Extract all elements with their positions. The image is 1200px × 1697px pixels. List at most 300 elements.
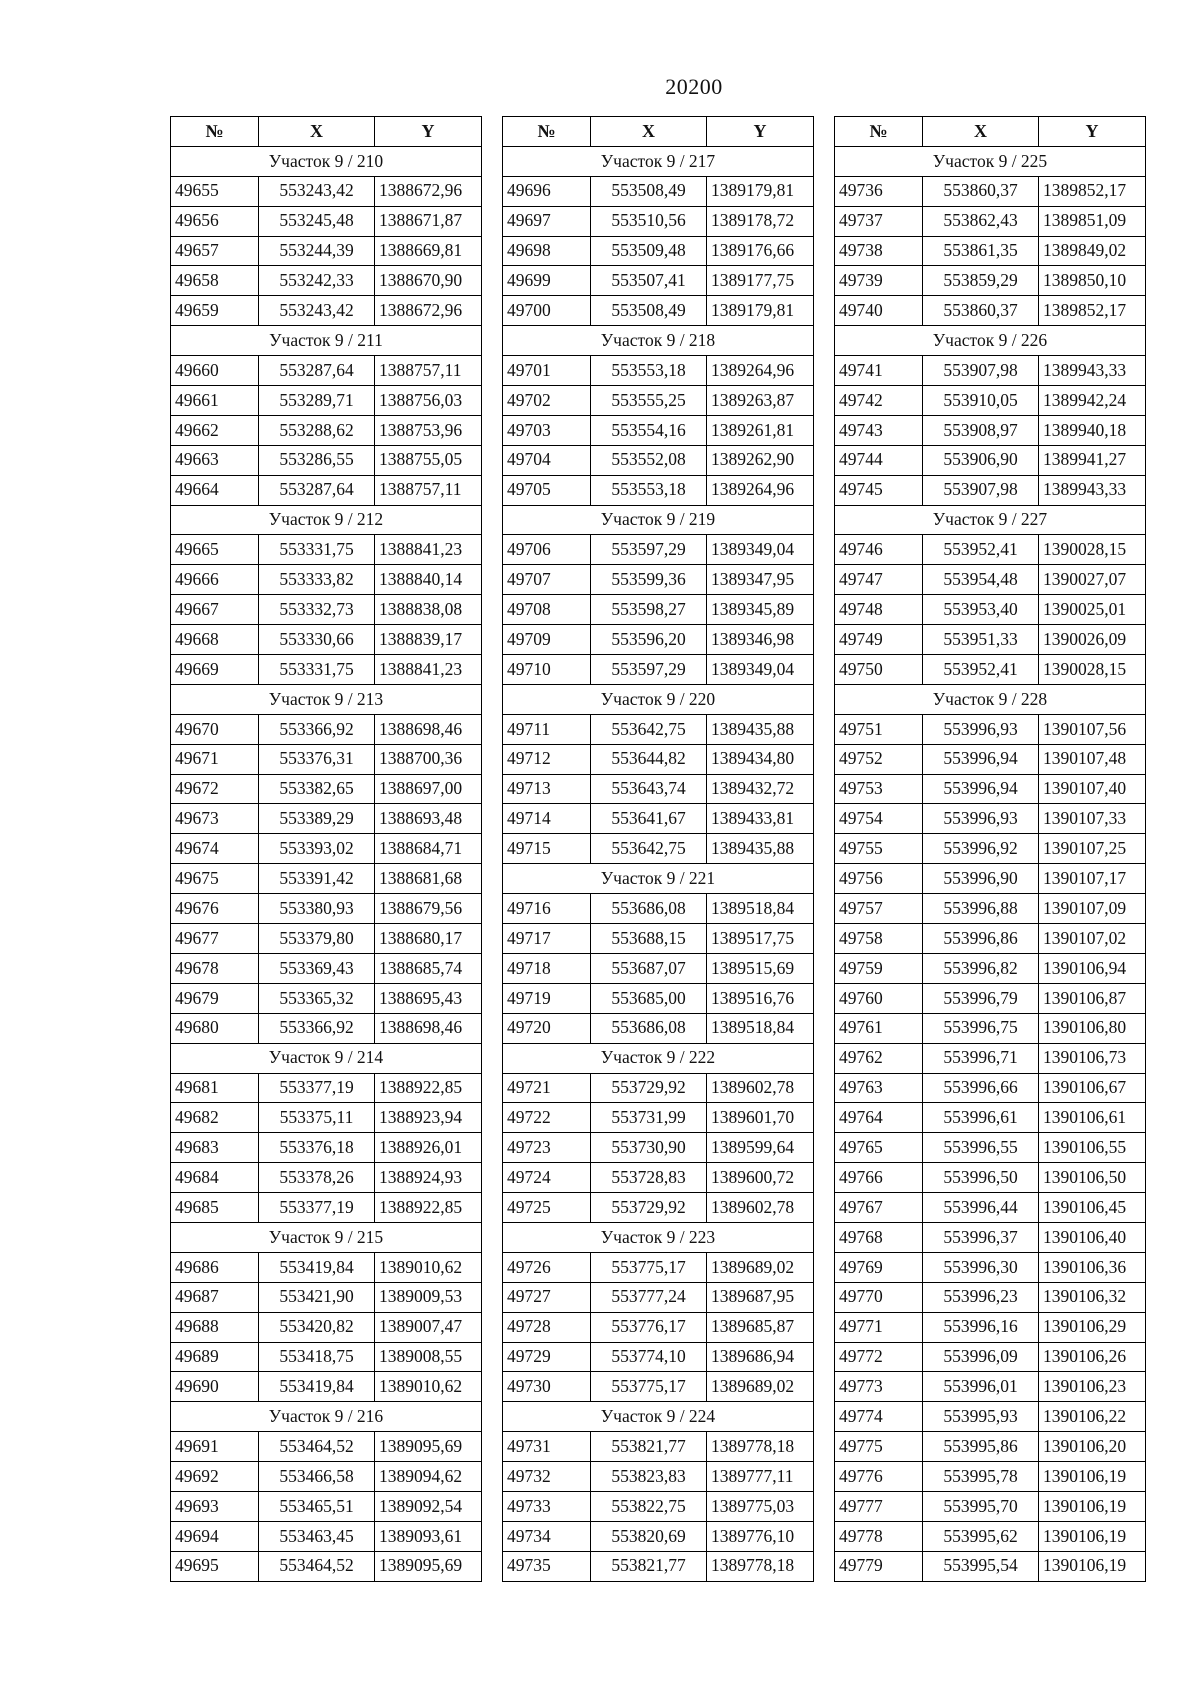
x-coordinate: 553552,08	[591, 445, 707, 475]
section-title: Участок 9 / 226	[835, 326, 1146, 356]
y-coordinate: 1389435,88	[707, 714, 814, 744]
point-number: 49664	[171, 475, 259, 505]
table-row	[503, 1103, 814, 1133]
y-coordinate: 1390106,67	[1039, 1073, 1146, 1103]
section-row	[835, 684, 1146, 714]
point-number: 49764	[835, 1103, 923, 1133]
y-coordinate: 1388840,14	[375, 565, 482, 595]
table-row	[835, 1462, 1146, 1492]
table-row	[503, 1193, 814, 1223]
table-row	[171, 924, 482, 954]
table-row	[503, 894, 814, 924]
point-number: 49760	[835, 983, 923, 1013]
point-number: 49673	[171, 804, 259, 834]
point-number: 49776	[835, 1462, 923, 1492]
y-coordinate: 1389685,87	[707, 1312, 814, 1342]
point-number: 49674	[171, 834, 259, 864]
section-title: Участок 9 / 211	[171, 326, 482, 356]
section-row	[503, 684, 814, 714]
y-coordinate: 1390028,15	[1039, 655, 1146, 685]
table-row	[835, 744, 1146, 774]
x-coordinate: 553509,48	[591, 236, 707, 266]
point-number: 49749	[835, 625, 923, 655]
point-number: 49666	[171, 565, 259, 595]
x-coordinate: 553393,02	[259, 834, 375, 864]
x-coordinate: 553378,26	[259, 1163, 375, 1193]
section-title: Участок 9 / 216	[171, 1402, 482, 1432]
table-row	[835, 236, 1146, 266]
y-coordinate: 1390106,22	[1039, 1402, 1146, 1432]
table-row	[503, 386, 814, 416]
x-coordinate: 553466,58	[259, 1462, 375, 1492]
x-coordinate: 553289,71	[259, 386, 375, 416]
y-coordinate: 1389095,69	[375, 1432, 482, 1462]
section-row	[835, 146, 1146, 176]
x-coordinate: 553775,17	[591, 1372, 707, 1402]
point-number: 49737	[835, 206, 923, 236]
header-number: №	[503, 117, 591, 147]
x-coordinate: 553996,23	[923, 1282, 1039, 1312]
point-number: 49684	[171, 1163, 259, 1193]
y-coordinate: 1390106,26	[1039, 1342, 1146, 1372]
x-coordinate: 553243,42	[259, 296, 375, 326]
x-coordinate: 553366,92	[259, 1013, 375, 1043]
point-number: 49746	[835, 535, 923, 565]
x-coordinate: 553953,40	[923, 595, 1039, 625]
section-row	[171, 1402, 482, 1432]
point-number: 49688	[171, 1312, 259, 1342]
point-number: 49675	[171, 864, 259, 894]
x-coordinate: 553644,82	[591, 744, 707, 774]
table-row	[171, 475, 482, 505]
table-row	[835, 834, 1146, 864]
section-title: Участок 9 / 222	[503, 1043, 814, 1073]
y-coordinate: 1389689,02	[707, 1372, 814, 1402]
table-row	[503, 535, 814, 565]
y-coordinate: 1389942,24	[1039, 386, 1146, 416]
x-coordinate: 553996,16	[923, 1312, 1039, 1342]
point-number: 49683	[171, 1133, 259, 1163]
x-coordinate: 553510,56	[591, 206, 707, 236]
y-coordinate: 1390106,61	[1039, 1103, 1146, 1133]
table-row	[171, 1252, 482, 1282]
table-body	[171, 146, 482, 1581]
x-coordinate: 553996,93	[923, 804, 1039, 834]
y-coordinate: 1388838,08	[375, 595, 482, 625]
table-body	[835, 146, 1146, 1581]
y-coordinate: 1388924,93	[375, 1163, 482, 1193]
y-coordinate: 1388685,74	[375, 953, 482, 983]
point-number: 49657	[171, 236, 259, 266]
point-number: 49669	[171, 655, 259, 685]
x-coordinate: 553995,78	[923, 1462, 1039, 1492]
table-row	[835, 1432, 1146, 1462]
y-coordinate: 1389518,84	[707, 1013, 814, 1043]
y-coordinate: 1388757,11	[375, 475, 482, 505]
point-number: 49713	[503, 774, 591, 804]
y-coordinate: 1389852,17	[1039, 296, 1146, 326]
x-coordinate: 553365,32	[259, 983, 375, 1013]
x-coordinate: 553774,10	[591, 1342, 707, 1372]
table-row	[503, 445, 814, 475]
table-row	[171, 655, 482, 685]
x-coordinate: 553823,83	[591, 1462, 707, 1492]
table-row	[503, 565, 814, 595]
table-row	[171, 1372, 482, 1402]
table-row	[171, 206, 482, 236]
point-number: 49718	[503, 953, 591, 983]
x-coordinate: 553391,42	[259, 864, 375, 894]
x-coordinate: 553996,30	[923, 1252, 1039, 1282]
y-coordinate: 1390106,29	[1039, 1312, 1146, 1342]
y-coordinate: 1389515,69	[707, 953, 814, 983]
table-row	[171, 1342, 482, 1372]
point-number: 49687	[171, 1282, 259, 1312]
table-row	[835, 1163, 1146, 1193]
y-coordinate: 1388839,17	[375, 625, 482, 655]
y-coordinate: 1388681,68	[375, 864, 482, 894]
table-row	[171, 894, 482, 924]
x-coordinate: 553376,18	[259, 1133, 375, 1163]
x-coordinate: 553996,82	[923, 953, 1039, 983]
x-coordinate: 553377,19	[259, 1193, 375, 1223]
table-row	[835, 415, 1146, 445]
header-y: Y	[375, 117, 482, 147]
table-row	[835, 445, 1146, 475]
x-coordinate: 553418,75	[259, 1342, 375, 1372]
section-row	[503, 1402, 814, 1432]
x-coordinate: 553995,70	[923, 1491, 1039, 1521]
table-row	[171, 535, 482, 565]
table-row	[835, 535, 1146, 565]
section-title: Участок 9 / 210	[171, 146, 482, 176]
table-row	[171, 744, 482, 774]
x-coordinate: 553907,98	[923, 356, 1039, 386]
x-coordinate: 553951,33	[923, 625, 1039, 655]
x-coordinate: 553375,11	[259, 1103, 375, 1133]
y-coordinate: 1389176,66	[707, 236, 814, 266]
x-coordinate: 553419,84	[259, 1372, 375, 1402]
point-number: 49770	[835, 1282, 923, 1312]
point-number: 49761	[835, 1013, 923, 1043]
header-number: №	[835, 117, 923, 147]
x-coordinate: 553508,49	[591, 296, 707, 326]
y-coordinate: 1390106,50	[1039, 1163, 1146, 1193]
y-coordinate: 1388756,03	[375, 386, 482, 416]
table-row	[835, 1222, 1146, 1252]
y-coordinate: 1389602,78	[707, 1073, 814, 1103]
table-row	[503, 1312, 814, 1342]
y-coordinate: 1389776,10	[707, 1521, 814, 1551]
y-coordinate: 1390106,32	[1039, 1282, 1146, 1312]
point-number: 49680	[171, 1013, 259, 1043]
y-coordinate: 1389599,64	[707, 1133, 814, 1163]
point-number: 49682	[171, 1103, 259, 1133]
x-coordinate: 553379,80	[259, 924, 375, 954]
y-coordinate: 1388755,05	[375, 445, 482, 475]
table-row	[171, 714, 482, 744]
point-number: 49698	[503, 236, 591, 266]
point-number: 49716	[503, 894, 591, 924]
point-number: 49723	[503, 1133, 591, 1163]
y-coordinate: 1390107,09	[1039, 894, 1146, 924]
point-number: 49777	[835, 1491, 923, 1521]
point-number: 49779	[835, 1551, 923, 1581]
y-coordinate: 1389179,81	[707, 296, 814, 326]
x-coordinate: 553555,25	[591, 386, 707, 416]
y-coordinate: 1390107,02	[1039, 924, 1146, 954]
table-row	[171, 386, 482, 416]
point-number: 49706	[503, 535, 591, 565]
x-coordinate: 553463,45	[259, 1521, 375, 1551]
table-row	[171, 774, 482, 804]
x-coordinate: 553861,35	[923, 236, 1039, 266]
table-row	[503, 1013, 814, 1043]
section-row	[171, 1043, 482, 1073]
x-coordinate: 553420,82	[259, 1312, 375, 1342]
table-row	[835, 176, 1146, 206]
point-number: 49659	[171, 296, 259, 326]
section-title: Участок 9 / 223	[503, 1222, 814, 1252]
y-coordinate: 1390106,19	[1039, 1491, 1146, 1521]
point-number: 49676	[171, 894, 259, 924]
x-coordinate: 553996,88	[923, 894, 1039, 924]
point-number: 49690	[171, 1372, 259, 1402]
point-number: 49725	[503, 1193, 591, 1223]
table-row	[503, 356, 814, 386]
point-number: 49738	[835, 236, 923, 266]
table-row	[503, 744, 814, 774]
y-coordinate: 1390106,87	[1039, 983, 1146, 1013]
x-coordinate: 553287,64	[259, 356, 375, 386]
y-coordinate: 1389008,55	[375, 1342, 482, 1372]
y-coordinate: 1390107,33	[1039, 804, 1146, 834]
y-coordinate: 1390106,40	[1039, 1222, 1146, 1252]
y-coordinate: 1389849,02	[1039, 236, 1146, 266]
x-coordinate: 553377,19	[259, 1073, 375, 1103]
x-coordinate: 553996,90	[923, 864, 1039, 894]
table-row	[835, 595, 1146, 625]
point-number: 49726	[503, 1252, 591, 1282]
table-row	[171, 834, 482, 864]
x-coordinate: 553821,77	[591, 1551, 707, 1581]
table-row	[171, 1103, 482, 1133]
y-coordinate: 1389943,33	[1039, 475, 1146, 505]
y-coordinate: 1388679,56	[375, 894, 482, 924]
table-row	[171, 1462, 482, 1492]
y-coordinate: 1389850,10	[1039, 266, 1146, 296]
x-coordinate: 553996,71	[923, 1043, 1039, 1073]
point-number: 49750	[835, 655, 923, 685]
y-coordinate: 1389264,96	[707, 475, 814, 505]
point-number: 49702	[503, 386, 591, 416]
section-row	[835, 326, 1146, 356]
x-coordinate: 553244,39	[259, 236, 375, 266]
point-number: 49703	[503, 415, 591, 445]
y-coordinate: 1388669,81	[375, 236, 482, 266]
point-number: 49671	[171, 744, 259, 774]
point-number: 49728	[503, 1312, 591, 1342]
table-row	[835, 714, 1146, 744]
point-number: 49775	[835, 1432, 923, 1462]
point-number: 49736	[835, 176, 923, 206]
point-number: 49712	[503, 744, 591, 774]
x-coordinate: 553775,17	[591, 1252, 707, 1282]
section-title: Участок 9 / 212	[171, 505, 482, 535]
x-coordinate: 553996,92	[923, 834, 1039, 864]
point-number: 49752	[835, 744, 923, 774]
y-coordinate: 1389852,17	[1039, 176, 1146, 206]
x-coordinate: 553910,05	[923, 386, 1039, 416]
point-number: 49672	[171, 774, 259, 804]
table-row	[171, 1163, 482, 1193]
x-coordinate: 553245,48	[259, 206, 375, 236]
table-row	[835, 565, 1146, 595]
section-title: Участок 9 / 225	[835, 146, 1146, 176]
table-row	[503, 1073, 814, 1103]
y-coordinate: 1389687,95	[707, 1282, 814, 1312]
y-coordinate: 1389345,89	[707, 595, 814, 625]
x-coordinate: 553777,24	[591, 1282, 707, 1312]
point-number: 49661	[171, 386, 259, 416]
point-number: 49724	[503, 1163, 591, 1193]
section-title: Участок 9 / 227	[835, 505, 1146, 535]
x-coordinate: 553421,90	[259, 1282, 375, 1312]
section-row	[503, 1222, 814, 1252]
table-row	[835, 1103, 1146, 1133]
table-row	[835, 625, 1146, 655]
x-coordinate: 553464,52	[259, 1551, 375, 1581]
point-number: 49778	[835, 1521, 923, 1551]
point-number: 49704	[503, 445, 591, 475]
x-coordinate: 553822,75	[591, 1491, 707, 1521]
table-row	[503, 1462, 814, 1492]
y-coordinate: 1389009,53	[375, 1282, 482, 1312]
x-coordinate: 553508,49	[591, 176, 707, 206]
table-row	[171, 356, 482, 386]
y-coordinate: 1388693,48	[375, 804, 482, 834]
x-coordinate: 553996,94	[923, 774, 1039, 804]
point-number: 49759	[835, 953, 923, 983]
point-number: 49739	[835, 266, 923, 296]
header-y: Y	[707, 117, 814, 147]
x-coordinate: 553860,37	[923, 296, 1039, 326]
y-coordinate: 1389851,09	[1039, 206, 1146, 236]
table-row	[503, 296, 814, 326]
table-row	[503, 1432, 814, 1462]
table-row	[835, 296, 1146, 326]
table-row	[835, 894, 1146, 924]
point-number: 49751	[835, 714, 923, 744]
point-number: 49708	[503, 595, 591, 625]
header-x: X	[923, 117, 1039, 147]
table-row	[835, 804, 1146, 834]
table-row	[835, 1193, 1146, 1223]
x-coordinate: 553287,64	[259, 475, 375, 505]
x-coordinate: 553369,43	[259, 953, 375, 983]
y-coordinate: 1389518,84	[707, 894, 814, 924]
y-coordinate: 1389178,72	[707, 206, 814, 236]
table-row	[171, 565, 482, 595]
y-coordinate: 1388923,94	[375, 1103, 482, 1133]
y-coordinate: 1389689,02	[707, 1252, 814, 1282]
point-number: 49734	[503, 1521, 591, 1551]
y-coordinate: 1389095,69	[375, 1551, 482, 1581]
y-coordinate: 1389010,62	[375, 1252, 482, 1282]
table-row	[171, 1013, 482, 1043]
y-coordinate: 1390027,07	[1039, 565, 1146, 595]
y-coordinate: 1390107,25	[1039, 834, 1146, 864]
point-number: 49710	[503, 655, 591, 685]
y-coordinate: 1389601,70	[707, 1103, 814, 1133]
table-row	[835, 475, 1146, 505]
section-title: Участок 9 / 221	[503, 864, 814, 894]
x-coordinate: 553507,41	[591, 266, 707, 296]
point-number: 49694	[171, 1521, 259, 1551]
point-number: 49730	[503, 1372, 591, 1402]
x-coordinate: 553907,98	[923, 475, 1039, 505]
table-row	[835, 1342, 1146, 1372]
y-coordinate: 1389940,18	[1039, 415, 1146, 445]
table-row	[171, 804, 482, 834]
x-coordinate: 553996,93	[923, 714, 1039, 744]
x-coordinate: 553643,74	[591, 774, 707, 804]
table-header	[171, 117, 482, 147]
y-coordinate: 1389517,75	[707, 924, 814, 954]
x-coordinate: 553599,36	[591, 565, 707, 595]
point-number: 49731	[503, 1432, 591, 1462]
point-number: 49756	[835, 864, 923, 894]
x-coordinate: 553859,29	[923, 266, 1039, 296]
page-number: 20200	[665, 74, 723, 99]
y-coordinate: 1390106,55	[1039, 1133, 1146, 1163]
point-number: 49772	[835, 1342, 923, 1372]
x-coordinate: 553376,31	[259, 744, 375, 774]
point-number: 49768	[835, 1222, 923, 1252]
x-coordinate: 553906,90	[923, 445, 1039, 475]
y-coordinate: 1390025,01	[1039, 595, 1146, 625]
point-number: 49660	[171, 356, 259, 386]
y-coordinate: 1389778,18	[707, 1551, 814, 1581]
y-coordinate: 1390106,94	[1039, 953, 1146, 983]
y-coordinate: 1389262,90	[707, 445, 814, 475]
table-row	[503, 206, 814, 236]
section-title: Участок 9 / 213	[171, 684, 482, 714]
section-row	[503, 864, 814, 894]
x-coordinate: 553465,51	[259, 1491, 375, 1521]
section-row	[171, 326, 482, 356]
x-coordinate: 553286,55	[259, 445, 375, 475]
x-coordinate: 553996,50	[923, 1163, 1039, 1193]
x-coordinate: 553597,29	[591, 655, 707, 685]
table-row	[503, 953, 814, 983]
point-number: 49695	[171, 1551, 259, 1581]
x-coordinate: 553996,61	[923, 1103, 1039, 1133]
point-number: 49744	[835, 445, 923, 475]
y-coordinate: 1390106,19	[1039, 1521, 1146, 1551]
table-row	[835, 1013, 1146, 1043]
x-coordinate: 553996,44	[923, 1193, 1039, 1223]
y-coordinate: 1390107,40	[1039, 774, 1146, 804]
x-coordinate: 553331,75	[259, 535, 375, 565]
y-coordinate: 1389179,81	[707, 176, 814, 206]
table-row	[171, 236, 482, 266]
y-coordinate: 1389263,87	[707, 386, 814, 416]
point-number: 49714	[503, 804, 591, 834]
x-coordinate: 553553,18	[591, 356, 707, 386]
x-coordinate: 553995,93	[923, 1402, 1039, 1432]
point-number: 49686	[171, 1252, 259, 1282]
